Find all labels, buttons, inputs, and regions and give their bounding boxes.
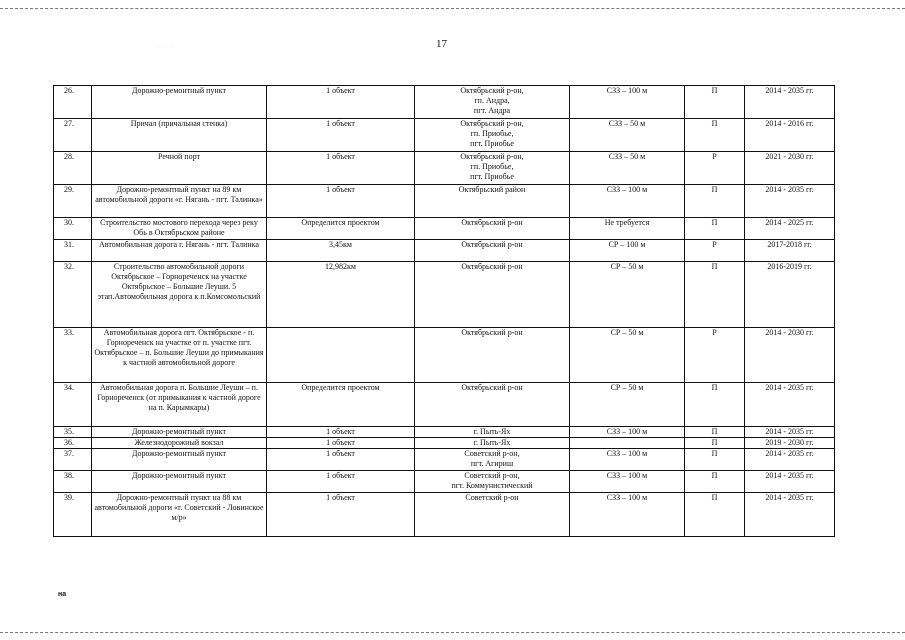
cell-period: 2017-2018 гг. [745,240,835,262]
cell-period: 2021 - 2030 гг. [745,152,835,185]
cell-status: П [685,119,745,152]
cell-capacity: 1 объект [267,152,415,185]
table-row [54,471,835,493]
cell-object-name: Строительство мостового перехода через реку Обь в Октябрьском районе [92,218,267,240]
cell-row-number: 30. [54,218,92,240]
scan-edge-top [0,8,905,9]
cell-capacity: Определится проектом [267,383,415,427]
cell-protection-zone [570,438,685,449]
cell-capacity: 1 объект [267,438,415,449]
cell-period: 2019 - 2030 гг. [745,438,835,449]
cell-protection-zone: СЗЗ – 100 м [570,449,685,471]
table-row [54,240,835,262]
table-row [54,493,835,537]
cell-protection-zone: СЗЗ – 100 м [570,427,685,438]
cell-capacity [267,328,415,383]
cell-object-name: Дорожно-ремонтный пункт на 88 км автомобильной дороги «г. Советский - Ловинское м/р» [92,493,267,537]
table-body [54,86,835,537]
table-row [54,218,835,240]
cell-location: Октябрьский район [415,185,570,218]
cell-location: Октябрьский р-он [415,218,570,240]
cell-capacity: 1 объект [267,449,415,471]
page-number: 17 [436,38,447,50]
cell-protection-zone: Не требуется [570,218,685,240]
cell-object-name: Автомобильная дорога пгт. Октябрьское - п. Горнореченск на участке от п. участке пгт. Октябрьское – п. Большие Леуши до примыкания к частной автомобильной дороге [92,328,267,383]
cell-capacity: 1 объект [267,493,415,537]
cell-row-number: 28. [54,152,92,185]
cell-row-number: 38. [54,471,92,493]
cell-protection-zone: СЗЗ – 50 м [570,152,685,185]
cell-status: Р [685,328,745,383]
cell-object-name: Дорожно-ремонтный пункт [92,427,267,438]
table-row [54,383,835,427]
cell-location: Октябрьский р-он, гп. Приобье, пгт. Приобье [415,119,570,152]
cell-location: Советский р-он, пгт. Агириш [415,449,570,471]
table-row [54,427,835,438]
cell-period: 2014 - 2035 гг. [745,471,835,493]
cell-object-name: Автомобильная дорога п. Большие Леуши – п. Горнореченск (от примыкания к частной дороге на п. Карымкары) [92,383,267,427]
cell-location: г. Пыть-Ях [415,427,570,438]
cell-period: 2014 - 2035 гг. [745,449,835,471]
cell-row-number: 34. [54,383,92,427]
cell-object-name: Строительство автомобильной дороги Октябрьское – Горнореченск на участке Октябрьское – Большие Леуши. 5 этап.Автомобильная дорога к п.Комсомольский [92,262,267,328]
cell-period: 2016-2019 гг. [745,262,835,328]
cell-object-name: Причал (причальная стенка) [92,119,267,152]
cell-object-name: Дорожно-ремонтный пункт [92,86,267,119]
cell-status: П [685,262,745,328]
cell-period: 2014 - 2016 гг. [745,119,835,152]
cell-row-number: 26. [54,86,92,119]
cell-status: П [685,449,745,471]
cell-status: П [685,185,745,218]
cell-period: 2014 - 2035 гг. [745,86,835,119]
cell-protection-zone: СР – 100 м [570,240,685,262]
cell-status: П [685,471,745,493]
cell-object-name: Речной порт [92,152,267,185]
cell-location: Октябрьский р-он [415,328,570,383]
cell-status: П [685,383,745,427]
cell-location: Октябрьский р-он, гп. Андра, пгт. Андра [415,86,570,119]
cell-period: 2014 - 2035 гг. [745,383,835,427]
cell-capacity: 1 объект [267,86,415,119]
footnote: на [58,591,67,598]
cell-status: Р [685,152,745,185]
objects-table [53,85,835,537]
cell-capacity: Определится проектом [267,218,415,240]
table-row [54,119,835,152]
cell-period: 2014 - 2035 гг. [745,427,835,438]
cell-object-name: Автомобильная дорога г. Нягань - пгт. Талинка [92,240,267,262]
cell-object-name: Железнодорожный вокзал [92,438,267,449]
cell-period: 2014 - 2035 гг. [745,185,835,218]
cell-protection-zone: СЗЗ – 100 м [570,493,685,537]
cell-status: П [685,438,745,449]
cell-row-number: 32. [54,262,92,328]
cell-row-number: 29. [54,185,92,218]
cell-status: П [685,427,745,438]
cell-period: 2014 - 2025 гг. [745,218,835,240]
table-row [54,185,835,218]
cell-status: П [685,86,745,119]
table-row [54,86,835,119]
cell-row-number: 27. [54,119,92,152]
cell-row-number: 37. [54,449,92,471]
table-row [54,438,835,449]
cell-status: Р [685,240,745,262]
cell-status: П [685,218,745,240]
cell-location: Октябрьский р-он [415,383,570,427]
cell-period: 2014 - 2030 гг. [745,328,835,383]
cell-row-number: 39. [54,493,92,537]
cell-row-number: 36. [54,438,92,449]
cell-object-name: Дорожно-ремонтный пункт на 89 км автомобильной дороги «г. Нягань - пгт. Талинка» [92,185,267,218]
cell-row-number: 35. [54,427,92,438]
cell-row-number: 31. [54,240,92,262]
cell-location: Октябрьский р-он [415,240,570,262]
cell-row-number: 33. [54,328,92,383]
cell-protection-zone: СЗЗ – 100 м [570,471,685,493]
cell-protection-zone: СР – 50 м [570,328,685,383]
table-row [54,328,835,383]
cell-capacity: 1 объект [267,471,415,493]
cell-capacity: 12,982км [267,262,415,328]
cell-object-name: Дорожно-ремонтный пункт [92,471,267,493]
cell-location: Октябрьский р-он [415,262,570,328]
cell-protection-zone: СЗЗ – 100 м [570,185,685,218]
scan-artifact: . . . [158,45,175,50]
cell-capacity: 1 объект [267,185,415,218]
cell-location: Советский р-он [415,493,570,537]
table-row [54,262,835,328]
cell-location: Октябрьский р-он, гп. Приобье, пгт. Приобье [415,152,570,185]
cell-location: Советский р-он, пгт. Коммунистический [415,471,570,493]
cell-object-name: Дорожно-ремонтный пункт [92,449,267,471]
cell-status: П [685,493,745,537]
scan-edge-bottom [0,632,905,633]
cell-protection-zone: СР – 50 м [570,383,685,427]
table-row [54,152,835,185]
cell-period: 2014 - 2035 гг. [745,493,835,537]
cell-capacity: 1 объект [267,119,415,152]
cell-protection-zone: СЗЗ – 50 м [570,119,685,152]
cell-capacity: 1 объект [267,427,415,438]
table-row [54,449,835,471]
cell-protection-zone: СР – 50 м [570,262,685,328]
cell-capacity: 3,45км [267,240,415,262]
cell-location: г. Пыть-Ях [415,438,570,449]
cell-protection-zone: СЗЗ – 100 м [570,86,685,119]
